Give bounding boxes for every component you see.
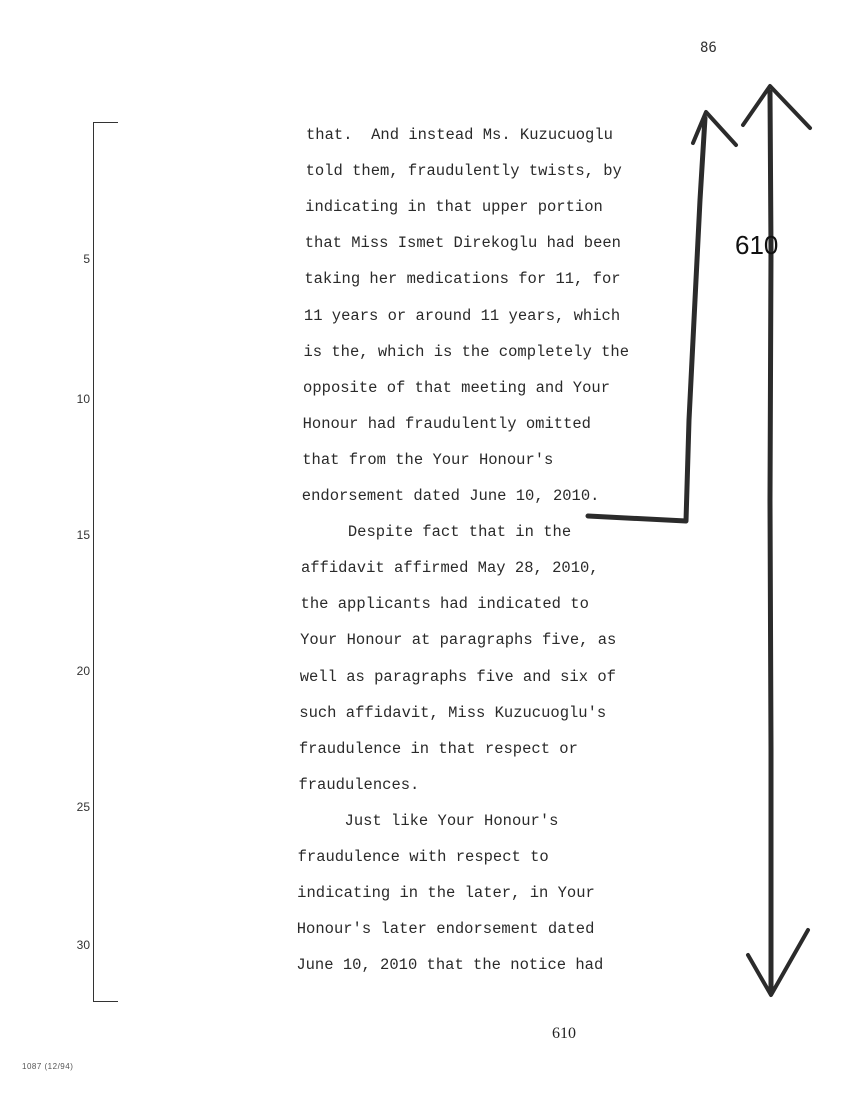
- transcript-line: is the, which is the completely the: [303, 342, 630, 361]
- line-number: 5: [83, 252, 90, 266]
- transcript-line: Honour had fraudulently omitted: [302, 414, 591, 433]
- double-arrow-top-head-icon: [743, 86, 810, 128]
- page-number-top: 86: [700, 40, 717, 56]
- transcript-line: Honour's later endorsement dated: [296, 920, 595, 939]
- transcript-line: that. And instead Ms. Kuzucuoglu: [306, 126, 613, 144]
- line-number: 20: [76, 664, 90, 678]
- bracket-arrow-shaft: [588, 118, 705, 521]
- transcript-line: affidavit affirmed May 28, 2010,: [300, 559, 599, 578]
- transcript-line: June 10, 2010 that the notice had: [296, 956, 604, 975]
- transcript-line: the applicants had indicated to: [300, 595, 589, 614]
- form-code: 1087 (12/94): [22, 1062, 74, 1071]
- transcript-line: that Miss Ismet Direkoglu had been: [304, 234, 621, 253]
- transcript-line: well as paragraphs five and six of: [299, 667, 616, 686]
- line-number: 15: [76, 528, 90, 542]
- transcript-line: Despite fact that in the: [301, 523, 572, 542]
- line-number: 10: [76, 392, 90, 406]
- transcript-line: Your Honour at paragraphs five, as: [300, 631, 617, 650]
- line-number: 25: [76, 800, 90, 814]
- transcript-line: such affidavit, Miss Kuzucuoglu's: [299, 703, 607, 722]
- handwritten-page-number: 610: [735, 230, 779, 260]
- double-arrow-shaft: [770, 92, 771, 990]
- transcript-line: taking her medications for 11, for: [304, 270, 621, 289]
- transcript-line: Just like Your Honour's: [298, 811, 559, 830]
- transcript-line: fraudulence with respect to: [297, 848, 549, 866]
- transcript-line: fraudulence in that respect or: [298, 739, 578, 758]
- transcript-line: opposite of that meeting and Your: [303, 378, 610, 397]
- bracket-arrow-head-icon: [693, 112, 736, 145]
- double-arrow-bottom-head-icon: [748, 930, 808, 995]
- transcript-line: endorsement dated June 10, 2010.: [301, 487, 600, 505]
- transcript-line: fraudulences.: [298, 775, 420, 794]
- transcript-line: indicating in that upper portion: [305, 198, 603, 217]
- transcript-line: that from the Your Honour's: [302, 450, 554, 469]
- page-number-bottom: 610: [552, 1025, 576, 1042]
- transcript-line: 11 years or around 11 years, which: [303, 306, 621, 325]
- transcript-line: indicating in the later, in Your: [297, 884, 595, 903]
- line-number: 30: [76, 938, 90, 952]
- transcript-line: told them, fraudulently twists, by: [305, 162, 622, 181]
